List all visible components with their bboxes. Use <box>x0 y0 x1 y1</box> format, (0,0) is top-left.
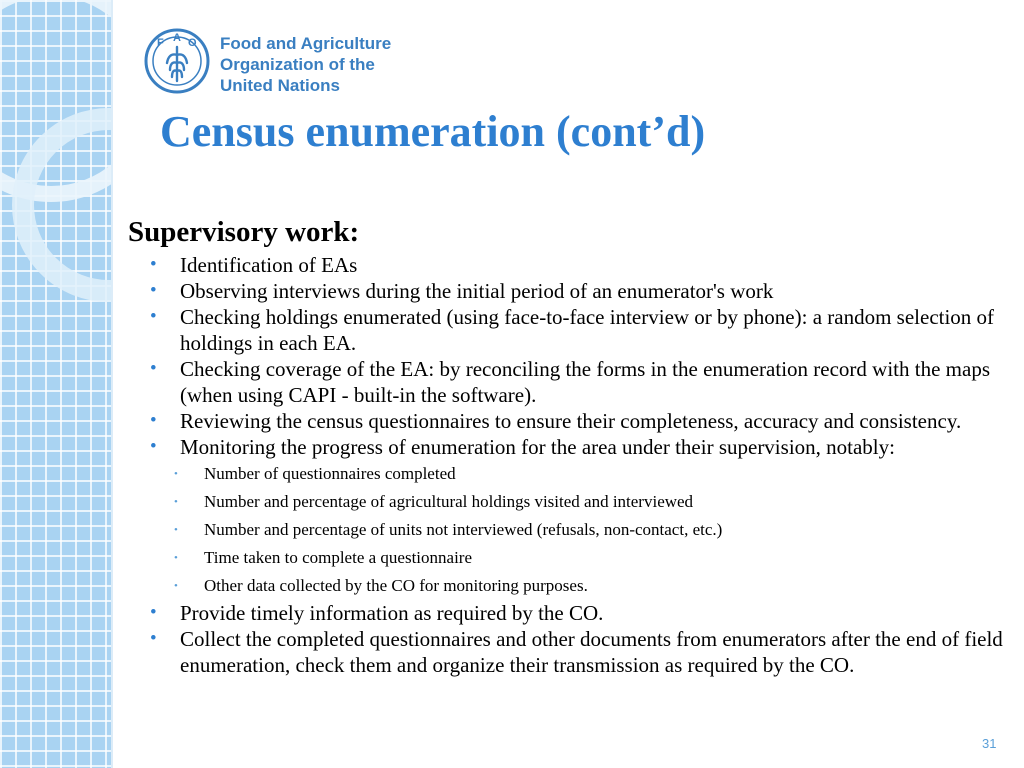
sub-bullet-item <box>128 460 1013 488</box>
bullet-text: Time taken to complete a questionnaire <box>204 548 472 567</box>
bullet-dot-icon: • <box>174 580 178 592</box>
bullet-dot-icon: • <box>150 254 157 275</box>
bullet-dot-icon: • <box>150 628 157 649</box>
bullet-text: Observing interviews during the initial period of an enumerator's work <box>180 279 774 303</box>
bullet-text: Checking holdings enumerated (using face-to-face interview or by phone): a random selection of holdings in each EA. <box>180 305 995 355</box>
sub-bullet-item <box>128 488 1013 516</box>
slide-title: Census enumeration (cont’d) <box>160 107 706 156</box>
bullet-dot-icon: • <box>150 602 157 623</box>
logo-letter-f: F <box>157 37 164 49</box>
bullet-text: Reviewing the census questionnaires to ensure their completeness, accuracy and consistency. <box>180 409 962 433</box>
bullet-text: Number and percentage of agricultural holdings visited and interviewed <box>204 492 694 511</box>
bullet-dot-icon: • <box>150 436 157 457</box>
sub-bullet-item <box>128 516 1013 544</box>
bullet-text: Number and percentage of units not interviewed (refusals, non-contact, etc.) <box>204 520 723 539</box>
bullet-list <box>128 252 1013 678</box>
bullet-text: Checking coverage of the EA: by reconciling the forms in the enumeration record with the maps (when using CAPI - built-in the software). <box>180 357 990 407</box>
decorative-side-band <box>0 0 113 768</box>
bullet-text: Provide timely information as required by the CO. <box>180 601 604 625</box>
organization-name <box>220 33 391 96</box>
bullet-text: Other data collected by the CO for monitoring purposes. <box>204 576 588 595</box>
band-edge <box>111 0 113 768</box>
section-heading: Supervisory work: <box>128 216 360 248</box>
bullet-dot-icon: • <box>174 524 178 536</box>
bullet-dot-icon: • <box>150 306 157 327</box>
org-name-line: Food and Agriculture <box>220 34 392 53</box>
bullet-item <box>128 356 1013 408</box>
bullet-item <box>128 278 1013 304</box>
bullet-item <box>128 252 1013 278</box>
bullet-dot-icon: • <box>174 496 178 508</box>
bullet-dot-icon: • <box>150 358 157 379</box>
logo-letter-a: A <box>173 32 181 44</box>
bullet-item <box>128 626 1013 678</box>
bullet-text: Identification of EAs <box>180 253 358 277</box>
org-name-line: United Nations <box>220 76 340 95</box>
page-number: 31 <box>982 736 997 751</box>
bullet-text: Monitoring the progress of enumeration for the area under their supervision, notably: <box>180 435 895 459</box>
bullet-text: Number of questionnaires completed <box>204 464 456 483</box>
bullet-text: Collect the completed questionnaires and other documents from enumerators after the end of field enumeration, check them and organize their transmission as required by the CO. <box>180 627 1003 677</box>
bullet-dot-icon: • <box>150 410 157 431</box>
bullet-item <box>128 434 1013 460</box>
sub-bullet-item <box>128 544 1013 572</box>
fao-logo-icon <box>143 27 211 95</box>
bullet-item <box>128 408 1013 434</box>
bullet-dot-icon: • <box>174 468 178 480</box>
sub-bullet-item <box>128 572 1013 600</box>
bullet-dot-icon: • <box>150 280 157 301</box>
bullet-dot-icon: • <box>174 552 178 564</box>
bullet-item <box>128 304 1013 356</box>
org-name-line: Organization of the <box>220 55 375 74</box>
logo-letter-o: O <box>188 37 197 49</box>
bullet-item <box>128 600 1013 626</box>
